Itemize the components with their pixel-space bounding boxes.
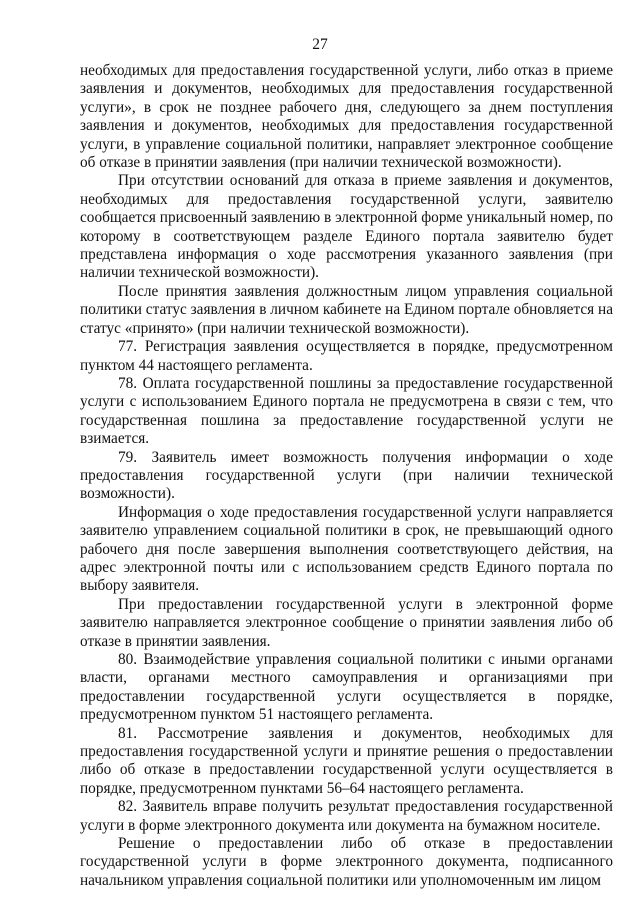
paragraph-status-accepted: После принятия заявления должностным лицом управления социальной политики статус заявления в личном кабинете на Едином портале обновляется на статус «принято» (при наличии технической возможности).: [80, 282, 613, 337]
paragraph-item-79: 79. Заявитель имеет возможность получения информации о ходе предоставления государственной услуги (при наличии технической возможности).: [80, 448, 613, 503]
paragraph-item-82: 82. Заявитель вправе получить результат предоставления государственной услуги в форме электронного документа или документа на бумажном носителе.: [80, 798, 613, 834]
paragraph-progress-info: Информация о ходе предоставления государственной услуги направляется заявителю управлением социальной политики в срок, не превышающий одного рабочего дня после завершения выполнения соответствующего действия, на адрес электронной почты или с использованием средств Единого портала по выбору заявителя.: [80, 503, 613, 595]
paragraph-item-80: 80. Взаимодействие управления социальной политики с иными органами власти, органами местного самоуправления и организациями при предоставлении государственной услуги осуществляется в порядке, предусмотренном пунктом 51 настоящего регламента.: [80, 651, 613, 724]
paragraph-decision: Решение о предоставлении либо об отказе в предоставлении государственной услуги в форме электронного документа, подписанного начальником управления социальной политики или уполномоченным им лицом: [80, 835, 613, 889]
page-number: 27: [312, 36, 328, 53]
paragraph-no-grounds-refusal: При отсутствии оснований для отказа в приеме заявления и документов, необходимых для предоставления государственной услуги, заявителю сообщается присвоенный заявлению в электронной форме уникальный номер, по которому в соответствующем разделе Единого портала заявителю будет представлена информация о ходе рассмотрения указанного заявления (при наличии технической возможности).: [80, 172, 613, 282]
paragraph-item-81: 81. Рассмотрение заявления и документов, необходимых для предоставления государственной услуги и принятие решения о предоставлении либо об отказе в предоставлении государственной услуги осуществляется в порядке, предусмотренном пунктами 56–64 настоящего регламента.: [80, 724, 613, 797]
paragraph-continuation: необходимых для предоставления государственной услуги, либо отказ в приеме заявления и документов, необходимых для предоставления государственной услуги», в срок не позднее рабочего дня, следующего за днем поступления заявления и документов, необходимых для предоставления государственной услуги, в управление социальной политики, направляет электронное сообщение об отказе в принятии заявления (при наличии технической возможности).: [80, 62, 613, 172]
paragraph-item-77: 77. Регистрация заявления осуществляется в порядке, предусмотренном пунктом 44 настоящего регламента.: [80, 338, 613, 374]
document-body: [80, 62, 613, 890]
paragraph-item-78: 78. Оплата государственной пошлины за предоставление государственной услуги с использованием Единого портала не предусмотрена в связи с тем, что государственная пошлина за предоставление государственной услуги не взимается.: [80, 374, 613, 448]
paragraph-electronic-message: При предоставлении государственной услуги в электронной форме заявителю направляется электронное сообщение о принятии заявления либо об отказе в принятии заявления.: [80, 595, 613, 650]
